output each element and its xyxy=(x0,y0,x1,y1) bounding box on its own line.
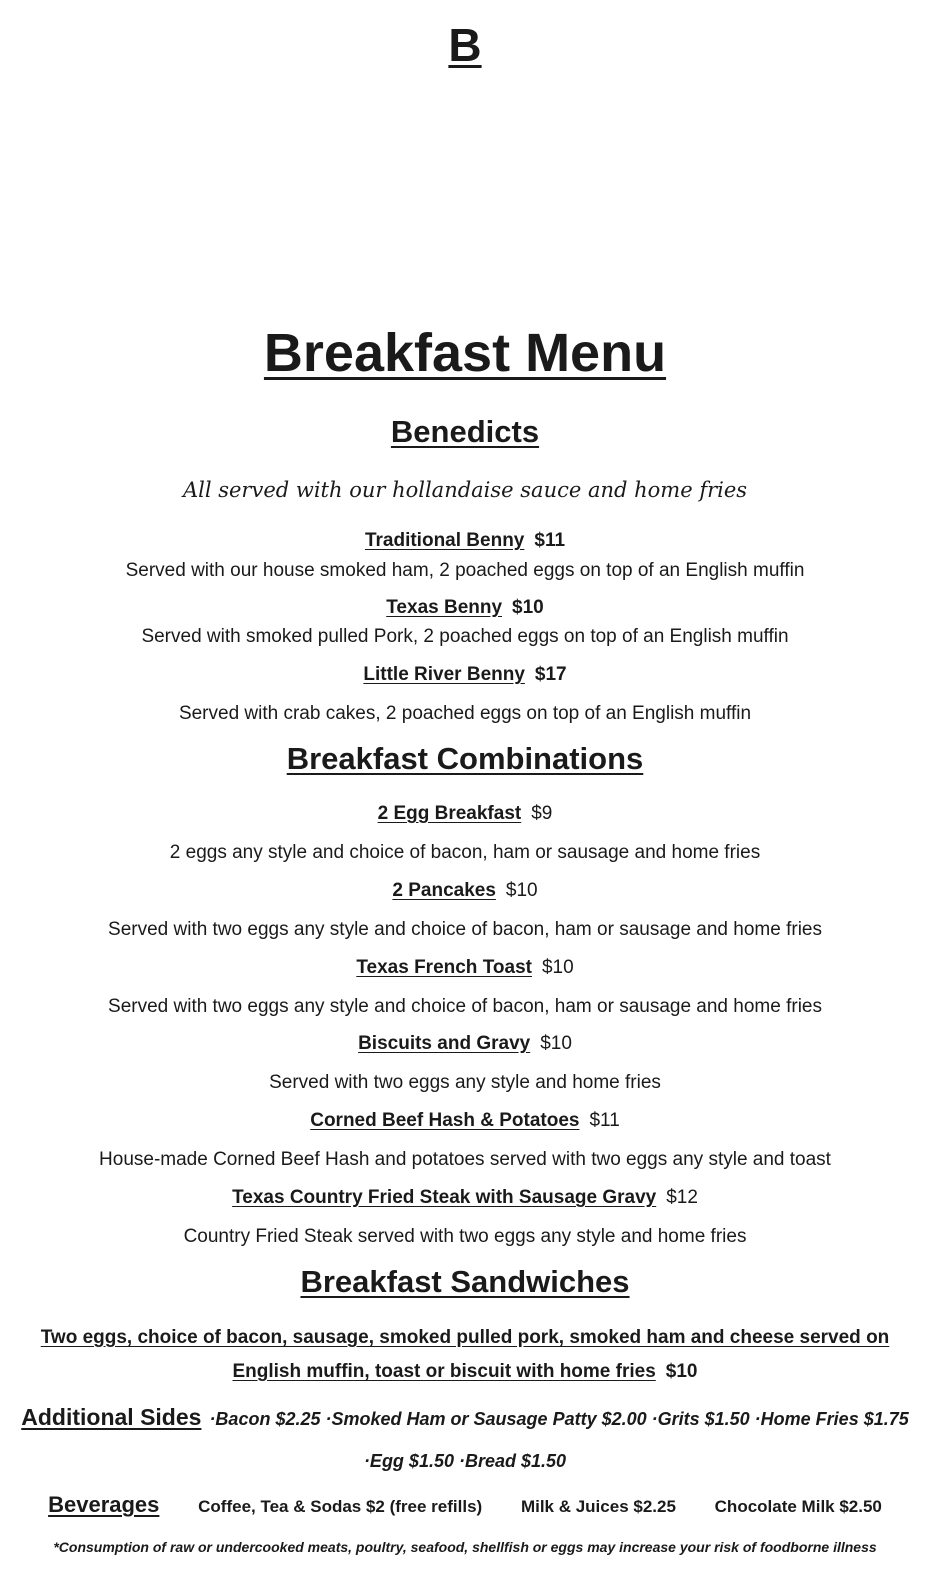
menu-item-description: Served with two eggs any style and choice of bacon, ham or sausage and home fries xyxy=(108,919,822,940)
benedicts-tagline: All served with our hollandaise sauce and home fries xyxy=(182,478,748,502)
sides-heading: Additional Sides xyxy=(21,1404,202,1430)
menu-item-title: Biscuits and Gravy $10 xyxy=(358,1033,572,1054)
menu-item-title: Little River Benny $17 xyxy=(363,664,567,685)
beverage-item: Coffee, Tea & Sodas $2 (free refills) xyxy=(198,1497,483,1516)
menu-item-description: Served with two eggs any style and home fries xyxy=(269,1072,661,1093)
menu-item-description: 2 eggs any style and choice of bacon, ham or sausage and home fries xyxy=(169,842,761,863)
page-title: Breakfast Menu xyxy=(263,323,667,383)
additional-sides: Additional Sides ·Bacon $2.25 ·Smoked Ham or Sausage Patty $2.00 ·Grits $1.50 ·Home Fries $1.75 xyxy=(21,1404,909,1430)
logo-letter: B xyxy=(448,19,482,71)
beverages-heading: Beverages xyxy=(48,1492,160,1517)
menu-item-title: 2 Egg Breakfast $9 xyxy=(377,803,553,824)
section-heading-sandwiches: Breakfast Sandwiches xyxy=(300,1264,630,1299)
beverage-item: Milk & Juices $2.25 xyxy=(520,1497,676,1516)
menu-item-description: Country Fried Steak served with two eggs any style and home fries xyxy=(183,1226,747,1247)
logo xyxy=(0,18,930,72)
menu-item-description: House-made Corned Beef Hash and potatoes served with two eggs any style and toast xyxy=(99,1149,831,1170)
menu-item-description: Served with crab cakes, 2 poached eggs on top of an English muffin xyxy=(178,703,752,724)
menu-item-title: Texas French Toast $10 xyxy=(356,957,574,978)
menu-item-description: Served with two eggs any style and choice of bacon, ham or sausage and home fries xyxy=(108,996,822,1017)
sandwich-description: Two eggs, choice of bacon, sausage, smoked pulled pork, smoked ham and cheese served on English muffin, toast or biscuit with home fries $10 xyxy=(40,1327,890,1382)
menu-item-title: Corned Beef Hash & Potatoes $11 xyxy=(310,1110,620,1131)
menu-item-title: 2 Pancakes $10 xyxy=(392,880,538,901)
beverages xyxy=(0,1492,930,1518)
menu-item-title: Traditional Benny $11 xyxy=(364,530,566,551)
section-heading-benedicts: Benedicts xyxy=(390,414,540,449)
disclaimer: *Consumption of raw or undercooked meats, poultry, seafood, shellfish or eggs may increase your risk of foodborne illness xyxy=(53,1539,877,1555)
menu-item-description: Served with our house smoked ham, 2 poached eggs on top of an English muffin xyxy=(125,560,805,581)
beverage-item: Chocolate Milk $2.50 xyxy=(714,1497,882,1516)
menu-item-title: Texas Country Fried Steak with Sausage Gravy $12 xyxy=(232,1187,698,1208)
section-heading-combinations: Breakfast Combinations xyxy=(286,741,644,776)
menu-item-description: Served with smoked pulled Pork, 2 poached eggs on top of an English muffin xyxy=(141,626,789,647)
menu-item-title: Texas Benny $10 xyxy=(386,597,544,618)
additional-sides-line2: ·Egg $1.50 ·Bread $1.50 xyxy=(363,1451,567,1471)
